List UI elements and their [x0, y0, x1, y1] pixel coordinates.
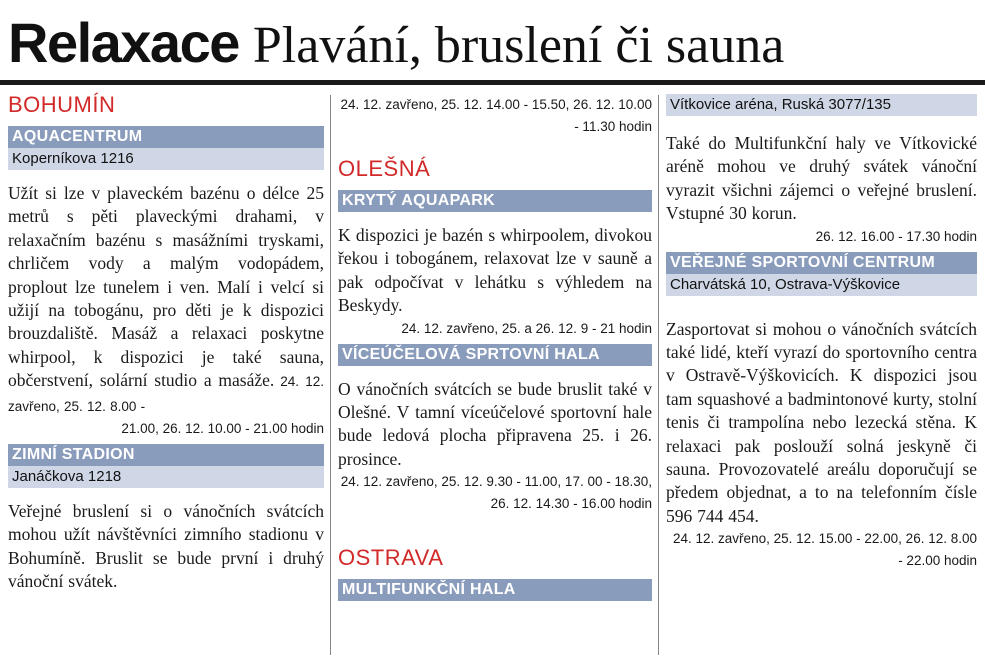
address-sportovni-centrum: Charvátská 10, Ostrava-Výškovice [666, 274, 977, 296]
section-kicker: Relaxace [8, 11, 239, 74]
column-separator [658, 95, 659, 655]
hours-multifunkcni-hala: 26. 12. 16.00 - 17.30 hodin [815, 228, 977, 244]
hours-kryty-aquapark: 24. 12. zavřeno, 25. a 26. 12. 9 - 21 hodin [401, 320, 652, 336]
address-vitkovice-arena: Vítkovice aréna, Ruská 3077/135 [666, 94, 977, 116]
place-heading-bohumin: BOHUMÍN [8, 92, 116, 117]
venue-multifunkcni-hala: MULTIFUNKČNÍ HALA [338, 579, 652, 601]
text-zimni-stadion: Veřejné bruslení si o vánočních svátcích mohou užít návštěvníci zimního stadionu v Bohumíně. Bruslit se bude první i druhý vánoční svátek. [8, 501, 324, 592]
venue-kryty-aquapark: KRYTÝ AQUAPARK [338, 190, 652, 212]
venue-zimni-stadion: ZIMNÍ STADION [8, 444, 324, 466]
venue-sportovni-centrum: VEŘEJNÉ SPORTOVNÍ CENTRUM [666, 252, 977, 274]
hours-aquacentrum-part2: 21.00, 26. 12. 10.00 - 21.00 hodin [121, 421, 324, 437]
text-sportovni-centrum: Zasportovat si mohou o vánočních svátcích také lidé, kteří vyrazí do sportovního centra v Ostravě-Výškovicích. K dispozici jsou tam squashové a badmintonové kurty, stolní tenis či trampolína nebo lezecká stěna. K relaxaci pak poslouží solná jeskyně či sauna. Provozovatelé areálu doporučují se předem objednat, a to na telefonním čísle 596 744 454. [666, 318, 977, 526]
text-viceucelova-hala: O vánočních svátcích se bude bruslit také v Olešné. V tamní víceúčelové sportovní hale bude ledová plocha připravena 25. i 26. prosince. [338, 378, 652, 469]
text-kryty-aquapark: K dispozici je bazén s whirpoolem, divokou řekou i tobogánem, relaxovat lze v sauně a pak odpočívat v lehátku s výhledem na Beskydy. [338, 225, 652, 316]
address-aquacentrum: Koperníkova 1216 [8, 148, 324, 170]
hours-zimni-stadion: 24. 12. zavřeno, 25. 12. 14.00 - 15.50, 26. 12. 10.00 - 11.30 hodin [340, 97, 652, 134]
column-separator [330, 95, 331, 655]
headline-rule [0, 80, 985, 85]
venue-aquacentrum: AQUACENTRUM [8, 126, 324, 148]
column-olesna [338, 88, 652, 658]
hours-aquacentrum-part1: 24. 12. zavřeno, 25. 12. 8.00 - [8, 374, 324, 414]
place-heading-olesna: OLEŠNÁ [338, 156, 431, 181]
hours-sportovni-centrum: 24. 12. zavřeno, 25. 12. 15.00 - 22.00, 26. 12. 8.00 - 22.00 hodin [673, 531, 977, 569]
place-heading-ostrava: OSTRAVA [338, 545, 444, 571]
address-zimni-stadion: Janáčkova 1218 [8, 466, 324, 488]
column-bohumin [8, 88, 324, 658]
headline [8, 10, 978, 80]
article-title: Plavání, bruslení či sauna [252, 17, 785, 74]
text-aquacentrum-body: Užít si lze v plaveckém bazénu o délce 25 metrů s pěti plaveckými drahami, v relaxačním bazénu s masážními tryskami, chrličem vody a malým vodopádem, proplout lze tunelem i ven. Malí i velcí si užijí na tobogánu, pro děti je k dispozici brouzdaliště. Masáž a relaxaci poskytne whirpool, k dispozici je také sauna, občerstvení, solární studio a masáže. [8, 183, 324, 391]
venue-viceucelova-hala: VÍCEÚČELOVÁ SPRTOVNÍ HALA [338, 344, 652, 366]
text-aquacentrum [8, 182, 324, 418]
column-ostrava [666, 88, 977, 658]
hours-viceucelova-hala: 24. 12. zavřeno, 25. 12. 9.30 - 11.00, 17. 00 - 18.30, 26. 12. 14.30 - 16.00 hodin [340, 474, 652, 512]
text-multifunkcni-hala: Také do Multifunkční haly ve Vítkovické aréně mohou ve druhý svátek vánoční vyrazit všichni zájemci o veřejné bruslení. Vstupné 30 korun. [666, 133, 977, 224]
